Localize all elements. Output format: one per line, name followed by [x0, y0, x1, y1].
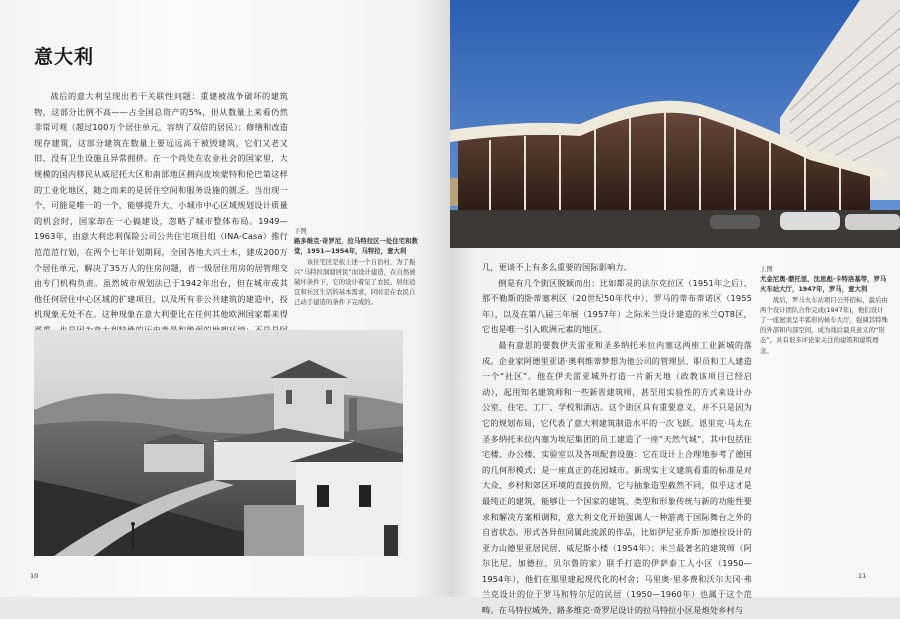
caption-label: 上图 — [760, 265, 773, 273]
chapter-title: 意大利 — [34, 46, 95, 68]
right-paragraph-3: 最有意思的要数伊夫雷亚和圣多纳托米拉内塞这两座工业新城的落成。企业家阿德里亚诺·奥利维蒂梦想为他公司的管理层、职员和工人建造一个“社区”。他在伊夫雷亚城外打造一片新天地（政教该项目已经启动），起用知名建筑师和一些新晋建筑师，甚至用实验性的方式来设计办公室、住宅、工厂、学校和酒店。这个街区具有重要意义，并不只是因为它的规划布局，它代表了意大利建筑制造水平的一次飞跃。恩里克·马太在圣多纳托米拉内塞为埃尼集团的员工建造了一座“天然气城”，其中包括住宅楼、办公楼、实验室以及各项配套设施：它在设计上合理地参考了德国的几何形模式；是一座真正的花园城市。新现实主义建筑看重的标准是对大众、乡村和郊区环境的直接仿照，它与抽象造型截然不同，似乎这才是最纯正的建筑，能够让一个国家的建筑、类型和形象传统与新的功能性要求和解决方案相调和，意大利文化开始强调人一种游离于国际舞台之外的自省状态。形式各异但同属此流派的作品，比如伊尼亚乔斯·加德拉设计的亚力山德里亚居民居、威尼斯小楼（1954年）；米兰最著名的建筑师（阿尔比尼、加德拉、贝尔鲁的家）联手打造的伊萨泰工人小区（1950—1954年），他们在那里建起现代化的村舍；马里奥·里多费和沃尔夫冈·弗兰克设计的位于罗马和特尔尼的民居（1950—1960年）也属于这个范畴。在马特拉城外，路多维克·奇罗尼设计的拉马特拉小区是炮处乡村与 — [482, 339, 752, 616]
left-page — [0, 0, 450, 597]
right-paragraph-2: 倒是有几个街区脱颖而出：比如都灵的法尔克拉区（1951年之后）、那不勒斯的卧蒂塞利区（20世纪50年代中）、罗马的蒂布蒂诺区（1955年），以及在第八届三年展（1957年）之际米兰设计建造的米兰QT8区，它也是唯一引入欧洲元素的地区。 — [482, 277, 752, 335]
left-page-number: 10 — [30, 572, 39, 580]
left-paragraph-1: 战后的意大利呈现出若干关联性问题：重建被战争破坏的建筑物，这部分比例不高——占全国总资产的5%，但从数量上来看仍然非常可观（超过100万个居住单元，容纳了双倍的居民）；修缮和改造现存建筑，这部分建筑在数量上要远远高于被毁建筑，它们又老又旧、没有卫生设施且异常拥挤。在一个尚处在农业社会的国家里，大规模的国内移民从威尼托大区和南部地区拥向皮埃蒙特和伦巴第这样的工业化地区，随之而来的是居住空间和服务设施的匮乏。当出现一个，可能是唯一的一个，能够提升大、小城市中心区域规划设计质量的机会时，国家却在一心搞建设，忽略了城市整体布局。1949—1963年，由意大利忠利保险公司公共住宅项目组（INA-Casa）推行范范范行划，在两个七年计划期间，全国各地大兴土木，建成200万个居住单元，解决了35万人的住房问题，省一级居住用房的居管理交由专门机构负责。虽然城市规划法已于1942年出台，但在城市或其他任何居住中心区域的扩建项目，以及所有非公共建筑的建造中，投机现象无处不在。这种现象在意大利要比在任何其他欧洲国家都来得 — [34, 91, 288, 320]
right-body-text — [482, 260, 752, 616]
right-photo-caption — [760, 264, 888, 364]
left-photo-caption — [294, 226, 418, 326]
caption-label: 下图 — [294, 227, 307, 235]
roma-termini-station-photo — [450, 0, 900, 248]
right-paragraph-1: 几，更谈不上有多么重要的国际影响力。 — [482, 262, 633, 272]
caption-title: 路多维克·奇罗尼，拉马特拉区一处住宅和教堂，1951—1954年，马特拉，意大利 — [294, 237, 418, 256]
matera-church-photo — [34, 330, 403, 556]
left-body-text — [34, 89, 288, 333]
caption-body: 该住宅区是依上述一个自治村，为了振兴“马特拉洞窟居民”而设计建造，在自然被破坏条件下，它的设计着足了农民、居住适宜和社区生活的基本需求，同时是在农民自己动手建造的条件下完成的。 — [294, 257, 416, 307]
caption-body: 战后，罗马火车站项目公开招标，最后由两个设计团队合作完成(1947年)，他们设计了一座屋顶呈半弧形的候车大厅，强调其特殊的外部和内部空间，成为战后最具意义的“形态”，具有很多评论家关注的建筑和建筑理念。 — [760, 295, 888, 355]
caption-title: 尤金尼奥·蒙托里、沈思彪·卡特洛基等，罗马火车站大厅，1947年，罗马，意大利 — [760, 275, 887, 294]
right-page-number: 11 — [858, 572, 867, 580]
